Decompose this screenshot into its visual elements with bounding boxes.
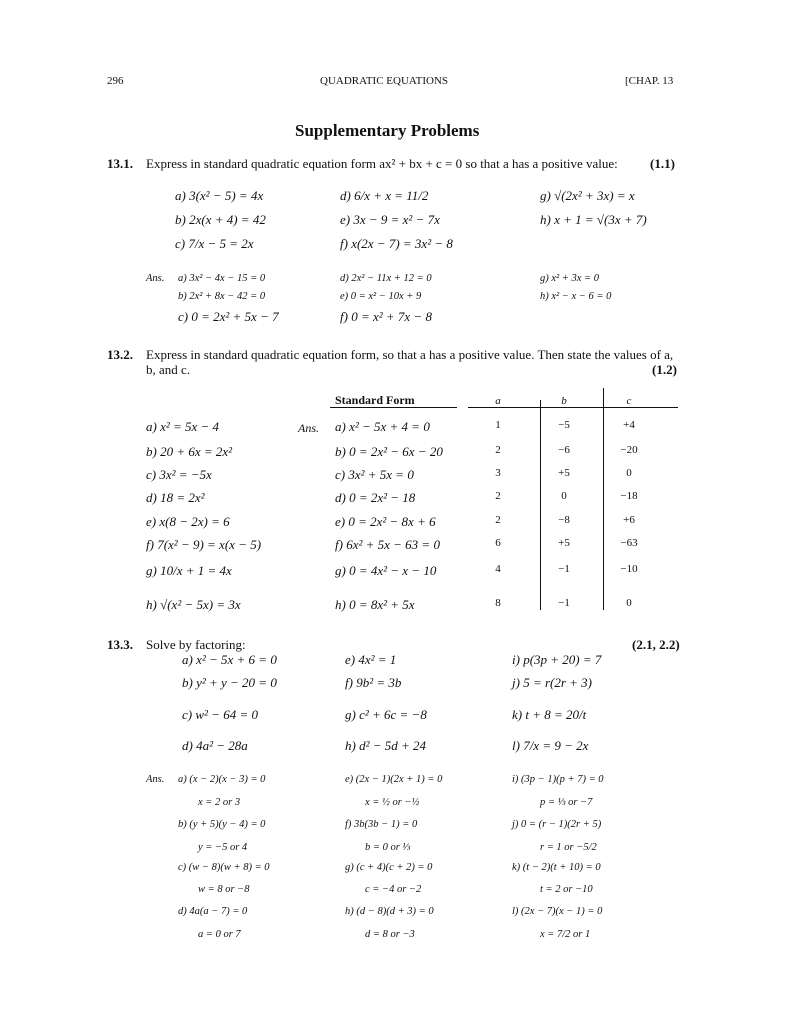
exercise-item: g) √(2x² + 3x) = x xyxy=(540,188,635,203)
table-header-c: c xyxy=(626,395,632,407)
exercise-item: b) y² + y − 20 = 0 xyxy=(182,675,277,690)
exercise-item: c) 7/x − 5 = 2x xyxy=(175,236,254,251)
page-number: 296 xyxy=(107,75,124,87)
answer-solution: t = 2 or −10 xyxy=(540,884,593,895)
problem-ref: (2.1, 2.2) xyxy=(632,637,680,652)
chapter-label: [CHAP. 13 xyxy=(625,75,674,87)
standard-form: c) 3x² + 5x = 0 xyxy=(335,467,414,482)
answer-label: Ans. xyxy=(146,774,165,785)
exercise-item: a) x² − 5x + 6 = 0 xyxy=(182,652,277,667)
table-header-underline xyxy=(330,407,457,408)
value-c: 0 xyxy=(626,597,632,609)
table-header-rule xyxy=(468,407,678,408)
value-b: −8 xyxy=(558,514,570,526)
problem-number: 13.1. xyxy=(107,156,133,171)
standard-form: h) 0 = 8x² + 5x xyxy=(335,597,415,612)
original-equation: h) √(x² − 5x) = 3x xyxy=(146,597,241,612)
value-c: +4 xyxy=(623,419,635,431)
answer-item: c) 0 = 2x² + 5x − 7 xyxy=(178,309,279,324)
exercise-item: l) 7/x = 9 − 2x xyxy=(512,738,589,753)
answer-item: h) x² − x − 6 = 0 xyxy=(540,291,612,302)
answer-factored: k) (t − 2)(t + 10) = 0 xyxy=(512,862,601,873)
value-b: −6 xyxy=(558,444,570,456)
standard-form: d) 0 = 2x² − 18 xyxy=(335,490,416,505)
original-equation: f) 7(x² − 9) = x(x − 5) xyxy=(146,537,262,552)
original-equation: b) 20 + 6x = 2x² xyxy=(146,444,233,459)
value-c: +6 xyxy=(623,514,635,526)
exercise-item: b) 2x(x + 4) = 42 xyxy=(175,212,266,227)
value-a: 3 xyxy=(495,467,501,479)
problem-prompt: Solve by factoring: xyxy=(146,637,246,652)
original-equation: e) x(8 − 2x) = 6 xyxy=(146,514,230,529)
value-c: −63 xyxy=(620,537,638,549)
original-equation: d) 18 = 2x² xyxy=(146,490,205,505)
running-title: QUADRATIC EQUATIONS xyxy=(320,75,449,87)
answer-solution: b = 0 or ⅓ xyxy=(365,842,411,853)
answer-solution: w = 8 or −8 xyxy=(198,884,250,895)
value-a: 4 xyxy=(495,563,501,575)
value-b: −1 xyxy=(558,597,570,609)
answer-factored: e) (2x − 1)(2x + 1) = 0 xyxy=(345,774,443,785)
value-b: −1 xyxy=(558,563,570,575)
answer-item: d) 2x² − 11x + 12 = 0 xyxy=(340,273,432,284)
exercise-item: f) x(2x − 7) = 3x² − 8 xyxy=(340,236,453,251)
value-a: 8 xyxy=(495,597,501,609)
standard-form: a) x² − 5x + 4 = 0 xyxy=(335,419,430,434)
exercise-item: d) 4a² − 28a xyxy=(182,738,248,753)
value-c: −20 xyxy=(620,444,638,456)
table-header-a: a xyxy=(495,395,501,407)
problem-prompt: Express in standard quadratic equation form ax² + bx + c = 0 so that a has a positive value: xyxy=(146,156,618,171)
problem-prompt-cont: b, and c. xyxy=(146,362,191,377)
answer-solution: x = 2 or 3 xyxy=(198,797,241,808)
value-b: +5 xyxy=(558,537,570,549)
exercise-item: a) 3(x² − 5) = 4x xyxy=(175,188,264,203)
answer-item: e) 0 = x² − 10x + 9 xyxy=(340,291,422,302)
table-header-b: b xyxy=(561,395,567,407)
standard-form: b) 0 = 2x² − 6x − 20 xyxy=(335,444,443,459)
answer-factored: l) (2x − 7)(x − 1) = 0 xyxy=(512,906,603,917)
value-a: 2 xyxy=(495,444,501,456)
answer-solution: d = 8 or −3 xyxy=(365,929,415,940)
answer-solution: x = ½ or −½ xyxy=(365,797,420,808)
answer-factored: i) (3p − 1)(p + 7) = 0 xyxy=(512,774,604,785)
answer-item: f) 0 = x² + 7x − 8 xyxy=(340,309,432,324)
table-header-standard: Standard Form xyxy=(335,393,415,407)
standard-form: f) 6x² + 5x − 63 = 0 xyxy=(335,537,440,552)
answer-solution: a = 0 or 7 xyxy=(198,929,241,940)
standard-form: e) 0 = 2x² − 8x + 6 xyxy=(335,514,436,529)
exercise-item: h) x + 1 = √(3x + 7) xyxy=(540,212,647,227)
value-b: 0 xyxy=(561,490,567,502)
answer-factored: g) (c + 4)(c + 2) = 0 xyxy=(345,862,433,873)
value-b: −5 xyxy=(558,419,570,431)
value-c: 0 xyxy=(626,467,632,479)
answer-item: b) 2x² + 8x − 42 = 0 xyxy=(178,291,266,302)
problem-prompt: Express in standard quadratic equation form, so that a has a positive value. Then state the values of a, xyxy=(146,347,674,362)
value-a: 6 xyxy=(495,537,501,549)
answer-factored: d) 4a(a − 7) = 0 xyxy=(178,906,248,917)
answer-item: g) x² + 3x = 0 xyxy=(540,273,600,284)
exercise-item: d) 6/x + x = 11/2 xyxy=(340,188,429,203)
exercise-item: i) p(3p + 20) = 7 xyxy=(512,652,602,667)
exercise-item: f) 9b² = 3b xyxy=(345,675,402,690)
answer-factored: c) (w − 8)(w + 8) = 0 xyxy=(178,862,270,873)
column-divider xyxy=(603,388,604,610)
answer-factored: b) (y + 5)(y − 4) = 0 xyxy=(178,819,266,830)
exercise-item: k) t + 8 = 20/t xyxy=(512,707,587,722)
answer-factored: f) 3b(3b − 1) = 0 xyxy=(345,819,418,830)
value-b: +5 xyxy=(558,467,570,479)
answer-solution: p = ⅓ or −7 xyxy=(540,797,593,808)
exercise-item: h) d² − 5d + 24 xyxy=(345,738,427,753)
original-equation: g) 10/x + 1 = 4x xyxy=(146,563,232,578)
exercise-item: c) w² − 64 = 0 xyxy=(182,707,258,722)
column-divider xyxy=(540,400,541,610)
answer-solution: r = 1 or −5/2 xyxy=(540,842,597,853)
problem-ref: (1.2) xyxy=(652,362,677,377)
standard-form: g) 0 = 4x² − x − 10 xyxy=(335,563,437,578)
value-a: 2 xyxy=(495,490,501,502)
original-equation: c) 3x² = −5x xyxy=(146,467,212,482)
answer-solution: x = 7/2 or 1 xyxy=(540,929,591,940)
answer-label: Ans. xyxy=(298,421,319,435)
exercise-item: j) 5 = r(2r + 3) xyxy=(512,675,593,690)
value-c: −10 xyxy=(620,563,638,575)
answer-item: a) 3x² − 4x − 15 = 0 xyxy=(178,273,266,284)
answer-label: Ans. xyxy=(146,273,165,284)
problem-ref: (1.1) xyxy=(650,156,675,171)
section-title: Supplementary Problems xyxy=(295,121,480,140)
problem-number: 13.3. xyxy=(107,637,133,652)
value-a: 2 xyxy=(495,514,501,526)
exercise-item: e) 3x − 9 = x² − 7x xyxy=(340,212,440,227)
value-a: 1 xyxy=(495,419,501,431)
answer-factored: a) (x − 2)(x − 3) = 0 xyxy=(178,774,266,785)
answer-factored: j) 0 = (r − 1)(2r + 5) xyxy=(512,819,602,830)
answer-solution: c = −4 or −2 xyxy=(365,884,422,895)
value-c: −18 xyxy=(620,490,638,502)
problem-number: 13.2. xyxy=(107,347,133,362)
exercise-item: e) 4x² = 1 xyxy=(345,652,397,667)
answer-factored: h) (d − 8)(d + 3) = 0 xyxy=(345,906,434,917)
original-equation: a) x² = 5x − 4 xyxy=(146,419,220,434)
exercise-item: g) c² + 6c = −8 xyxy=(345,707,427,722)
answer-solution: y = −5 or 4 xyxy=(198,842,248,853)
